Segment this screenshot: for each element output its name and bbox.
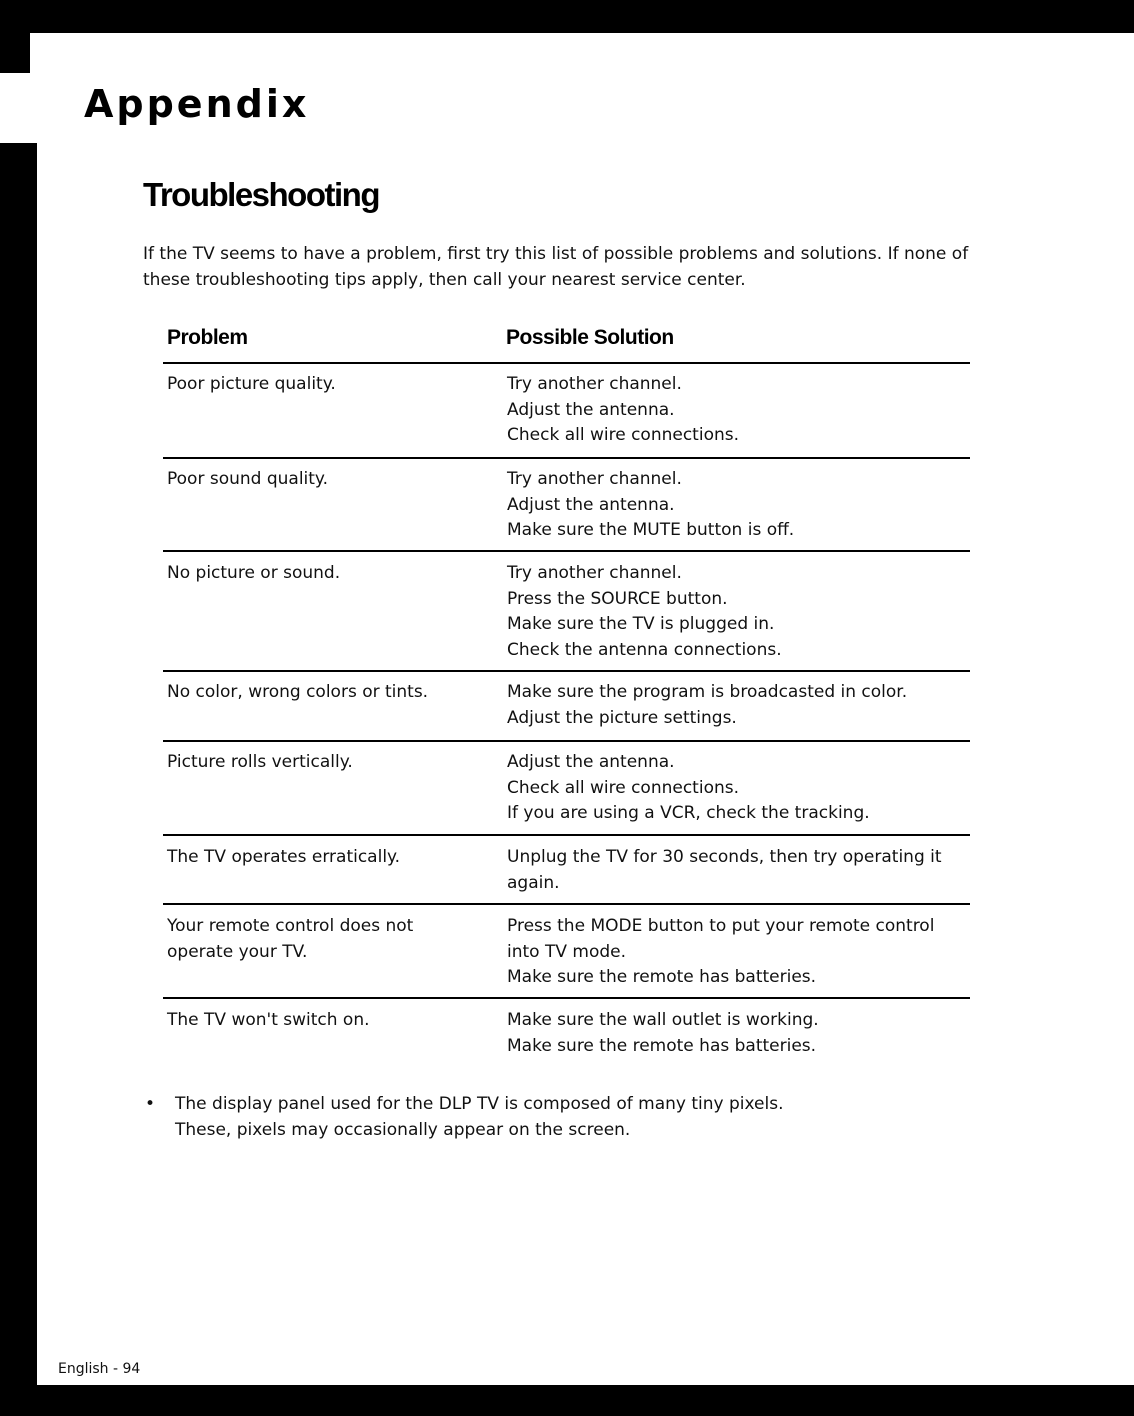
- problem-text: Your remote control does not: [167, 916, 414, 936]
- problem-text: operate your TV.: [167, 941, 308, 962]
- solution-line: Press the SOURCE button.: [507, 588, 728, 609]
- bullet-icon: •: [145, 1094, 156, 1114]
- problem-text: No picture or sound.: [167, 563, 341, 583]
- solution-cell: [507, 750, 957, 827]
- solution-cell: [507, 1008, 957, 1059]
- solution-line: Adjust the picture settings.: [507, 707, 737, 728]
- row-divider: [163, 550, 970, 552]
- solution-line: Check all wire connections.: [507, 425, 739, 445]
- solution-line: Make sure the remote has batteries.: [507, 1035, 817, 1056]
- solution-line: Make sure the TV is plugged in.: [507, 614, 775, 634]
- bottom-border-bar: [0, 1385, 1134, 1416]
- solution-cell: [507, 372, 957, 449]
- solution-cell: [507, 680, 957, 731]
- solution-line: Try another channel.: [507, 469, 682, 489]
- row-divider: [163, 834, 970, 836]
- chapter-heading: Appendix: [84, 82, 310, 126]
- solution-cell: [507, 561, 957, 663]
- problem-text: The TV operates erratically.: [167, 847, 401, 867]
- solution-line: Adjust the antenna.: [507, 494, 675, 515]
- problem-text: The TV won't switch on.: [167, 1010, 370, 1030]
- solution-line: Adjust the antenna.: [507, 399, 675, 420]
- top-border-bar: [0, 0, 1134, 33]
- solution-line: Press the MODE button to put your remote control into TV mode.: [507, 916, 935, 962]
- problem-cell: [167, 1008, 487, 1034]
- solution-line: Make sure the program is broadcasted in color.: [507, 682, 908, 702]
- solution-line: Check the antenna connections.: [507, 639, 782, 660]
- row-divider: [163, 997, 970, 999]
- problem-text: Poor picture quality.: [167, 374, 336, 394]
- solution-cell: [507, 467, 957, 544]
- solution-line: Unplug the TV for 30 seconds, then try operating it again.: [507, 847, 942, 893]
- problem-text: Picture rolls vertically.: [167, 752, 353, 772]
- problem-text: Poor sound quality.: [167, 469, 328, 489]
- note-text: [175, 1091, 955, 1143]
- solution-line: Make sure the MUTE button is off.: [507, 520, 795, 540]
- page-title: Troubleshooting: [143, 176, 379, 213]
- note-line: The display panel used for the DLP TV is composed of many tiny pixels.: [175, 1094, 784, 1114]
- problem-text: No color, wrong colors or tints.: [167, 682, 429, 702]
- solution-line: Try another channel.: [507, 374, 682, 394]
- solution-line: If you are using a VCR, check the tracking.: [507, 803, 870, 823]
- solution-line: Try another channel.: [507, 563, 682, 583]
- problem-cell: [167, 914, 487, 965]
- note-line: These, pixels may occasionally appear on the screen.: [175, 1120, 631, 1140]
- row-divider: [163, 670, 970, 672]
- problem-cell: [167, 845, 487, 871]
- intro-paragraph: If the TV seems to have a problem, first try this list of possible problems and solutions. If none of these troubleshooting tips apply, then call your nearest service center.: [143, 244, 969, 290]
- left-border-bar: [0, 143, 37, 1416]
- solution-line: Make sure the remote has batteries.: [507, 967, 817, 987]
- row-divider: [163, 457, 970, 459]
- problem-cell: [167, 561, 487, 587]
- row-divider: [163, 740, 970, 742]
- problem-cell: [167, 680, 487, 706]
- problem-cell: [167, 750, 487, 776]
- table-header-rule: [163, 362, 970, 364]
- left-top-border-bar: [0, 0, 30, 73]
- solution-line: Check all wire connections.: [507, 777, 739, 798]
- solution-cell: [507, 845, 952, 896]
- column-header-problem: Problem: [167, 326, 248, 349]
- solution-line: Make sure the wall outlet is working.: [507, 1010, 819, 1030]
- page-number: English - 94: [58, 1361, 141, 1377]
- solution-line: Adjust the antenna.: [507, 752, 675, 772]
- problem-cell: [167, 467, 487, 493]
- row-divider: [163, 903, 970, 905]
- column-header-solution: Possible Solution: [506, 326, 674, 349]
- problem-cell: [167, 372, 487, 398]
- solution-cell: [507, 914, 952, 991]
